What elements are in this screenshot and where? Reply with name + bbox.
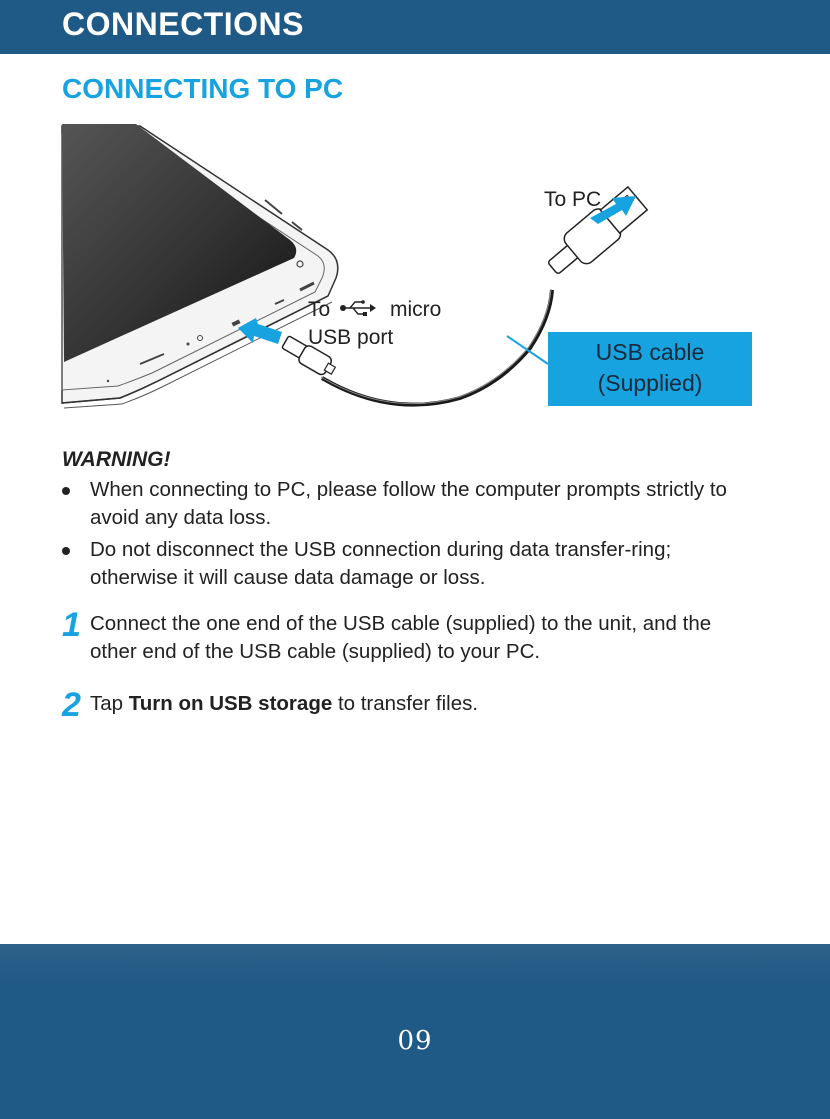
label-to-pc: To PC [544, 188, 602, 211]
callout-leader-line [507, 336, 548, 364]
step-text [90, 690, 762, 718]
bullet-icon [62, 487, 70, 495]
callout-line-2: (Supplied) [597, 370, 703, 396]
step-text: Connect the one end of the USB cable (supplied) to the unit, and the other end of the USB cable (supplied) to your PC. [90, 612, 712, 663]
step-text-post: to transfer files. [332, 692, 479, 715]
label-to: To [308, 298, 331, 321]
section-title: CONNECTING TO PC [62, 73, 344, 104]
connection-illustration [60, 118, 760, 418]
page-number: 09 [397, 1026, 433, 1056]
label-micro: micro [390, 298, 442, 321]
warning-list [62, 476, 762, 596]
warning-item [62, 476, 762, 532]
usb-icon [340, 300, 376, 316]
warning-item [62, 536, 762, 592]
step-text-pre: Tap [90, 692, 129, 715]
step-number: 2 [62, 686, 81, 724]
tablet-image [62, 124, 338, 408]
warning-item-text: When connecting to PC, please follow the computer prompts strictly to avoid any data loss. [90, 478, 727, 529]
header-bar [0, 0, 830, 54]
warning-heading: WARNING! [62, 448, 171, 471]
step-text-bold: Turn on USB storage [128, 692, 333, 715]
step-number: 1 [62, 606, 81, 644]
step-1 [62, 606, 762, 666]
bullet-icon [62, 547, 70, 555]
header-title: CONNECTIONS [62, 6, 304, 42]
label-usb-port: USB port [308, 326, 394, 349]
callout-line-1: USB cable [595, 339, 705, 365]
warning-item-text: Do not disconnect the USB connection during data transfer-ring; otherwise it will cause data damage or loss. [90, 538, 672, 589]
step-2 [62, 686, 762, 724]
